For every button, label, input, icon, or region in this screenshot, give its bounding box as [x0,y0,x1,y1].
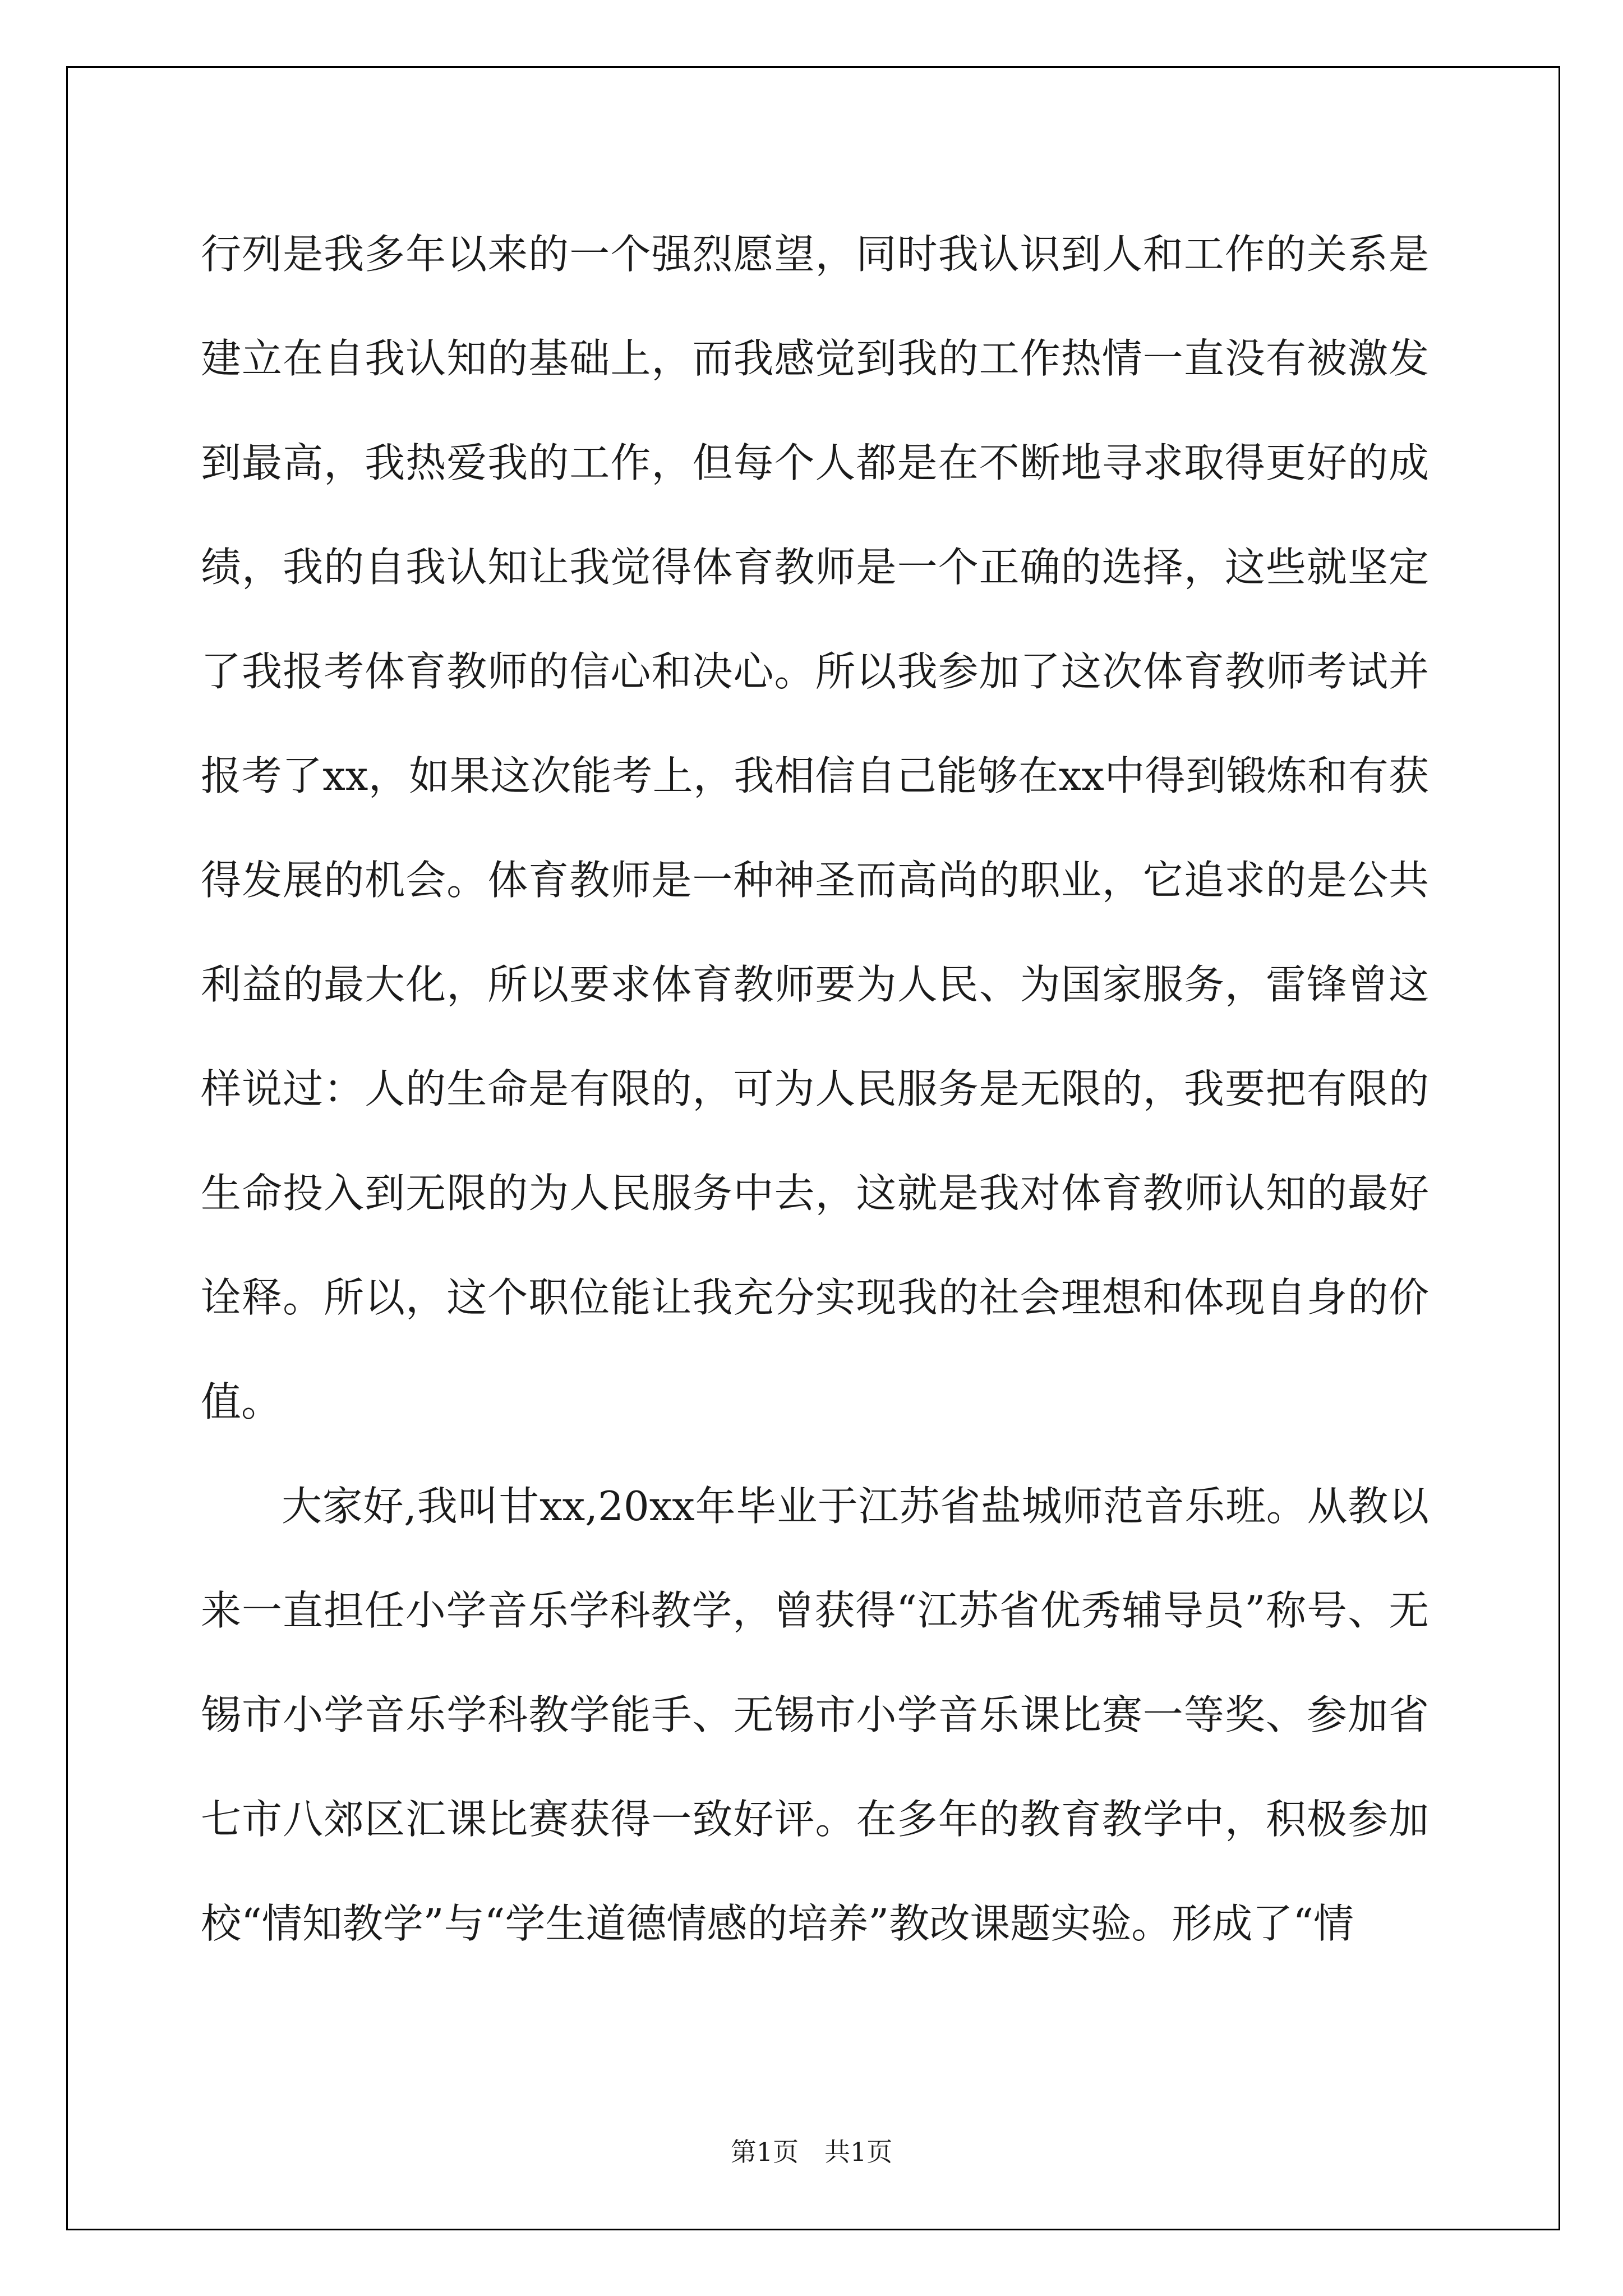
paragraph-2: 大家好,我叫甘xx,20xx年毕业于江苏省盐城师范音乐班。从教以来一直担任小学音乐学科教学，曾获得“江苏省优秀辅导员”称号、无锡市小学音乐学科教学能手、无锡市小学音乐课比赛一等奖、参加省七市八郊区汇课比赛获得一致好评。在多年的教育教学中，积极参加校“情知教学”与“学生道德情感的培养”教改课题实验。形成了“情 [201,1483,1429,1947]
page-number: 第1页 [730,2137,799,2167]
paragraph-1: 行列是我多年以来的一个强烈愿望，同时我认识到人和工作的关系是建立在自我认知的基础上，而我感觉到我的工作热情一直没有被激发到最高，我热爱我的工作，但每个人都是在不断地寻求取得更好的成绩，我的自我认知让我觉得体育教师是一个正确的选择，这些就坚定了我报考体育教师的信心和决心。所以我参加了这次体育教师考试并报考了xx，如果这次能考上，我相信自己能够在xx中得到锻炼和有获得发展的机会。体育教师是一种神圣而高尚的职业，它追求的是公共利益的最大化，所以要求体育教师要为人民、为国家服务，雷锋曾这样说过：人的生命是有限的，可为人民服务是无限的，我要把有限的生命投入到无限的为人民服务中去，这就是我对体育教师认知的最好诠释。所以，这个职位能让我充分实现我的社会理想和体现自身的价值。 [201,231,1429,1425]
page-footer [0,2132,1623,2169]
document-body [201,202,1429,1976]
page-total: 共1页 [824,2137,893,2167]
